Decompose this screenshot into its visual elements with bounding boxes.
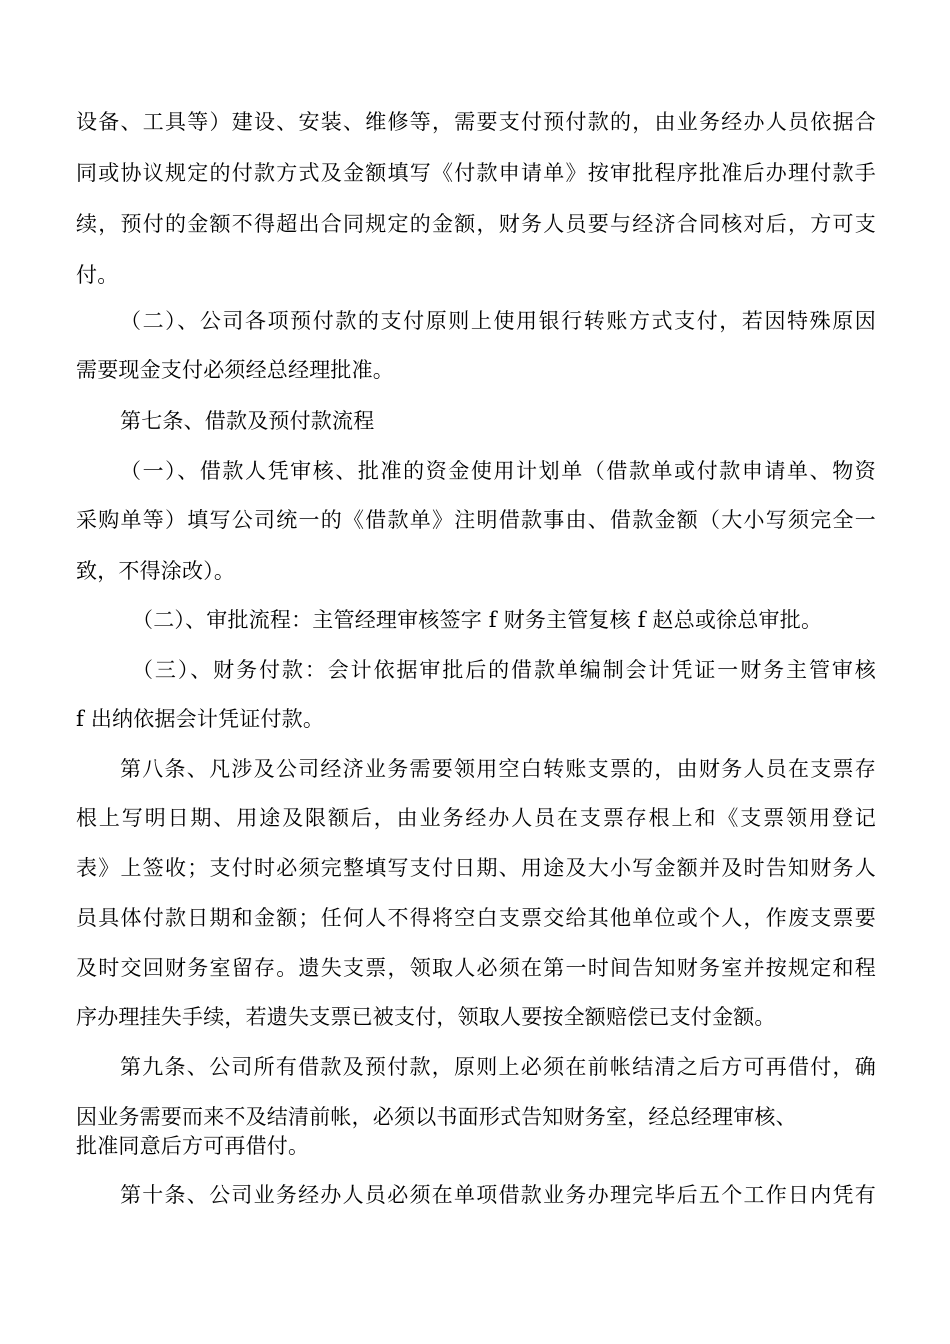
paragraph-line: 第八条、凡涉及公司经济业务需要领用空白转账支票的，由财务人员在支票存 — [120, 757, 876, 781]
paragraph-line: （一）、借款人凭审核、批准的资金使用计划单（借款单或付款申请单、物资 — [120, 459, 876, 483]
paragraph-line: 及时交回财务室留存。遗失支票，领取人必须在第一时间告知财务室并按规定和程 — [76, 956, 876, 980]
paragraph-line: （二）、审批流程：主管经理审核签字 f 财务主管复核 f 赵总或徐总审批。 — [132, 608, 823, 632]
paragraph-line: 第九条、公司所有借款及预付款，原则上必须在前帐结清之后方可再借付，确 — [120, 1055, 876, 1079]
paragraph-line: 员具体付款日期和金额；任何人不得将空白支票交给其他单位或个人，作废支票要 — [76, 906, 876, 930]
paragraph-line: 根上写明日期、用途及限额后，由业务经办人员在支票存根上和《支票领用登记 — [76, 806, 876, 830]
paragraph-line: 序办理挂失手续，若遗失支票已被支付，领取人要按全额赔偿已支付金额。 — [76, 1005, 776, 1029]
paragraph-line: 采购单等）填写公司统一的《借款单》注明借款事由、借款金额（大小写须完全一 — [76, 508, 876, 532]
paragraph-line: 致，不得涂改）。 — [76, 559, 236, 583]
article-heading: 第七条、借款及预付款流程 — [120, 409, 375, 433]
paragraph-line: 续，预付的金额不得超出合同规定的金额，财务人员要与经济合同核对后，方可支 — [76, 212, 876, 236]
paragraph-line: 批准同意后方可再借付。 — [76, 1134, 310, 1158]
paragraph-line: 因业务需要而来不及结清前帐，必须以书面形式告知财务室，经总经理审核、 — [76, 1105, 797, 1129]
paragraph-line: 设备、工具等）建设、安装、维修等，需要支付预付款的，由业务经办人员依据合 — [76, 110, 876, 134]
paragraph-line: （三）、财务付款：会计依据审批后的借款单编制会计凭证一财务主管审核 — [132, 658, 876, 682]
paragraph-line: 第十条、公司业务经办人员必须在单项借款业务办理完毕后五个工作日内凭有 — [120, 1183, 876, 1207]
paragraph-line: （二）、公司各项预付款的支付原则上使用银行转账方式支付，若因特殊原因 — [120, 309, 876, 333]
paragraph-line: 需要现金支付必须经总经理批准。 — [76, 358, 394, 382]
paragraph-line: 表》上签收；支付时必须完整填写支付日期、用途及大小写金额并及时告知财务人 — [76, 856, 876, 880]
paragraph-line: f 出纳依据会计凭证付款。 — [76, 707, 325, 731]
paragraph-line: 同或协议规定的付款方式及金额填写《付款申请单》按审批程序批准后办理付款手 — [76, 161, 876, 185]
paragraph-line: 付。 — [76, 263, 119, 287]
